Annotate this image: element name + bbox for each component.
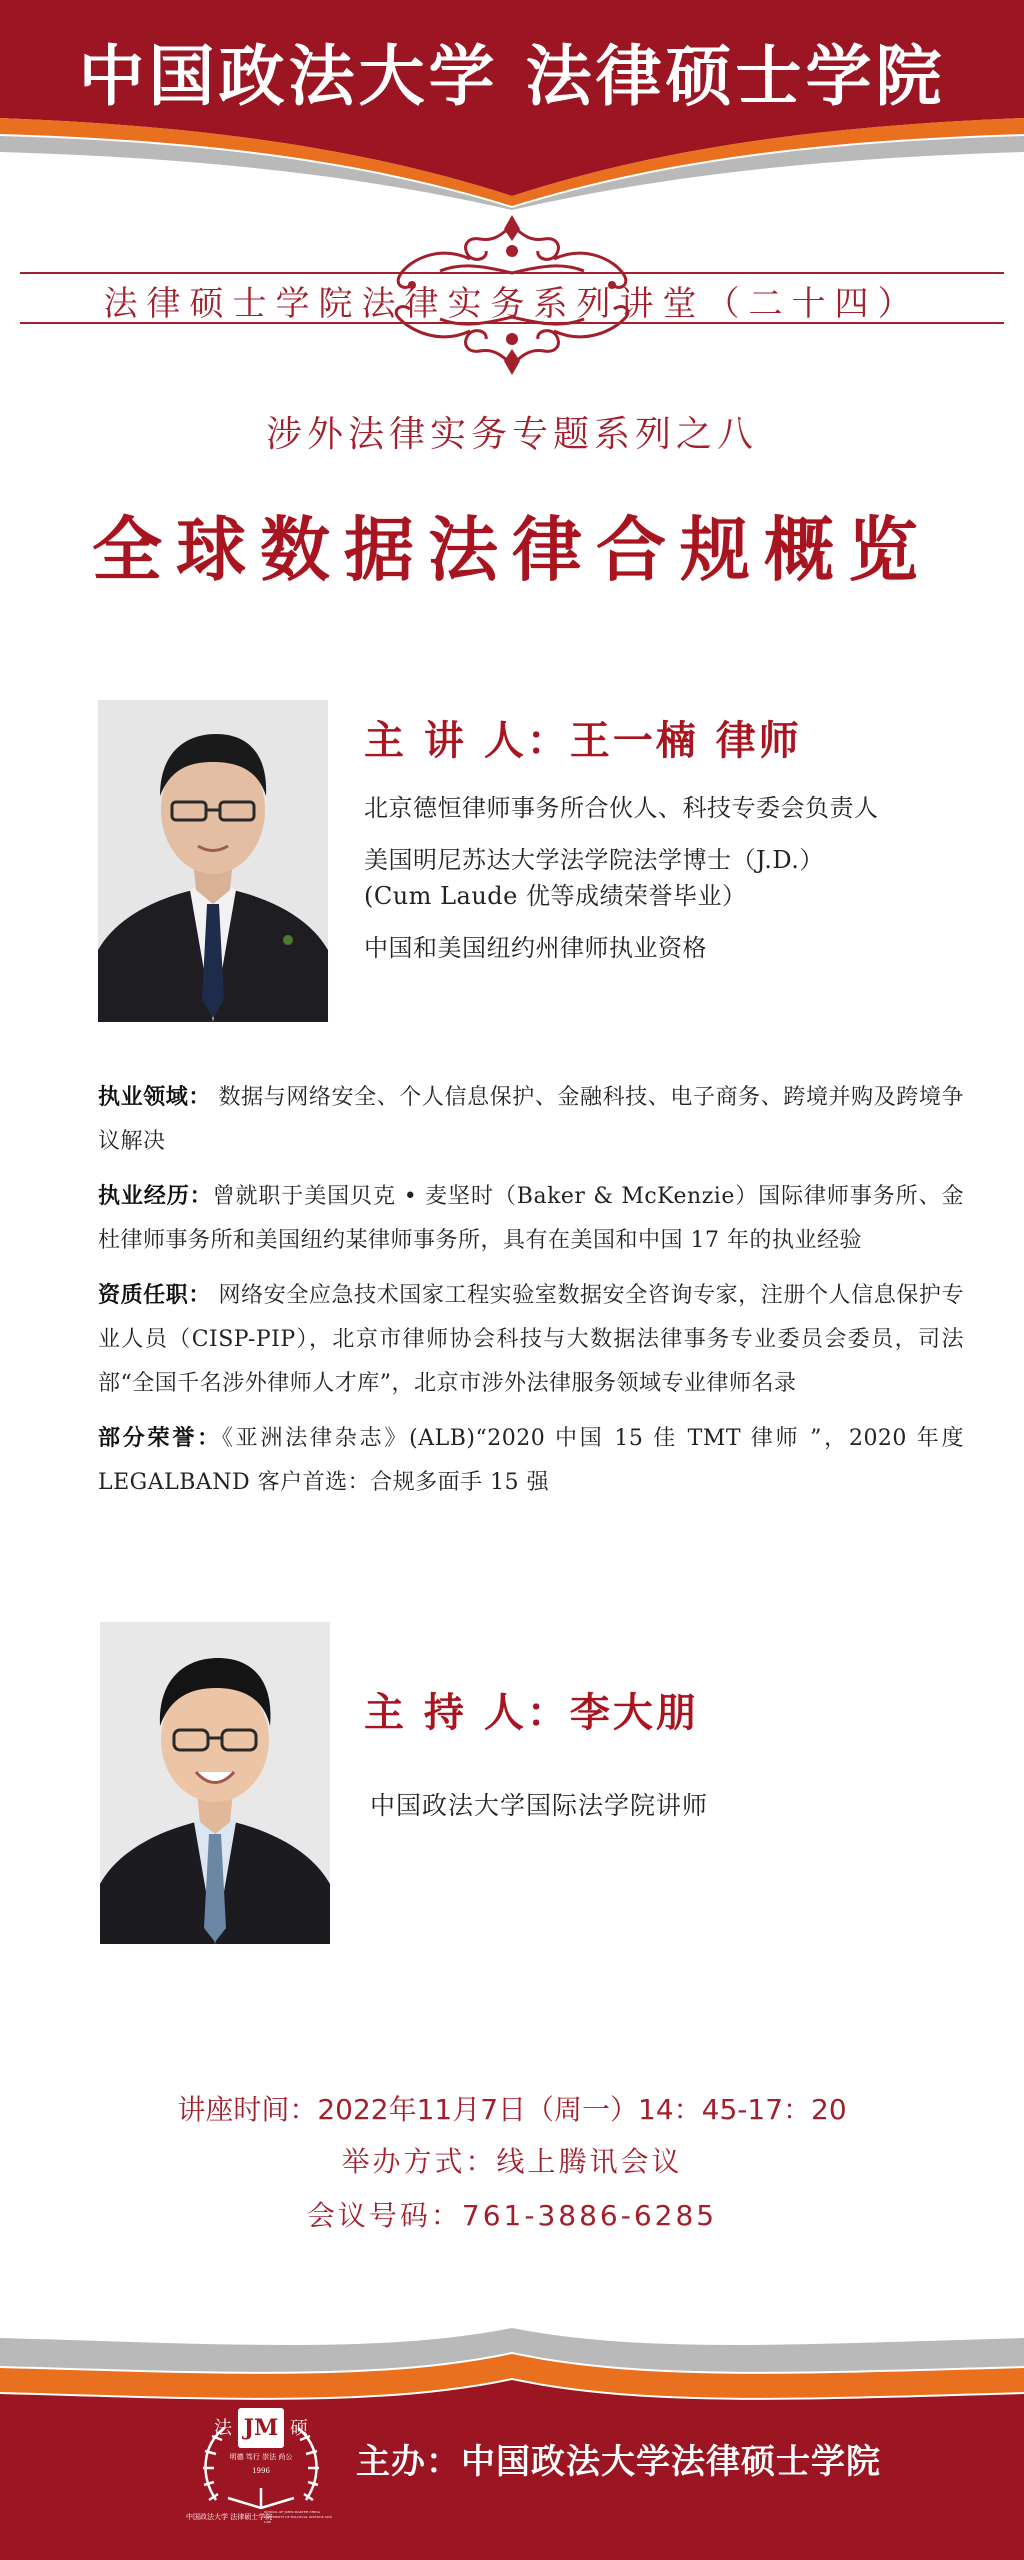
- speaker-credentials: [364, 790, 1004, 966]
- detail-label: 执业经历：: [98, 1183, 213, 1209]
- detail-label: 执业领域：: [98, 1084, 211, 1110]
- logo-year: 1996: [252, 2467, 270, 2475]
- organizer: 主办：中国政法大学法律硕士学院: [356, 2442, 881, 2482]
- logo-char-left: 法: [214, 2418, 232, 2439]
- footer-banner-shape: [0, 2300, 1024, 2560]
- logo-cn-name: 中国政法大学 法律硕士学院: [186, 2513, 273, 2521]
- lecture-method: 举办方式：线上腾讯会议: [341, 2145, 683, 2178]
- logo-mark: JM: [243, 2415, 279, 2441]
- speaker-photo: [98, 700, 328, 1022]
- logo-char-right: 硕: [290, 2418, 308, 2439]
- meeting-id: 会议号码：761-3886-6285: [306, 2199, 718, 2232]
- credential-line: (Cum Laude 优等成绩荣誉毕业）: [364, 882, 747, 910]
- logo-en-name: SCHOOL OF JURIS MASTER CHINA UNIVERSITY OF POLITICAL SCIENCE AND LAW: [264, 2510, 332, 2524]
- header-banner: [0, 0, 1024, 210]
- detail-label: 资质任职：: [98, 1282, 211, 1308]
- credential-line: 美国明尼苏达大学法学院法学博士（J.D.）: [364, 846, 824, 874]
- logo-motto: 明德 笃行 崇法 尚公: [229, 2453, 293, 2461]
- series-subtitle: 涉外法律实务专题系列之八: [265, 414, 758, 455]
- school-logo: [186, 2400, 336, 2540]
- host-description: 中国政法大学国际法学院讲师: [370, 1791, 709, 1820]
- school-title: 中国政法大学 法律硕士学院: [78, 37, 946, 115]
- host-heading: 主 持 人：李大朋: [364, 1690, 699, 1736]
- detail-text: 《亚洲法律杂志》(ALB)“2020 中国 15 佳 TMT 律师 ”，2020 年度 LEGALBAND 客户首选：合规多面手 15 强: [98, 1426, 964, 1495]
- lecture-time: 讲座时间：2022年11月7日（周一）14：45-17：20: [177, 2093, 847, 2126]
- speaker-details: [98, 1075, 964, 1515]
- detail-text: 网络安全应急技术国家工程实验室数据安全咨询专家，注册个人信息保护专业人员（CISP-PIP），北京市律师协会科技与大数据法律事务专业委员会委员，司法部“全国千名涉外律师人才库”，北京市涉外法律服务领域专业律师名录: [98, 1283, 964, 1396]
- detail-text: 曾就职于美国贝克 • 麦坚时（Baker & McKenzie）国际律师事务所、金杜律师事务所和美国纽约某律师事务所，具有在美国和中国 17 年的执业经验: [98, 1184, 964, 1253]
- speaker-heading: 主 讲 人：王一楠 律师: [364, 718, 802, 764]
- host-photo: [100, 1622, 330, 1944]
- series-title: 法律硕士学院法律实务系列讲堂（二十四）: [103, 284, 921, 324]
- detail-label: 部分荣誉：: [98, 1425, 222, 1451]
- detail-qualifications: [98, 1273, 964, 1406]
- detail-experience: [98, 1174, 964, 1263]
- detail-text: 数据与网络安全、个人信息保护、金融科技、电子商务、跨境并购及跨境争议解决: [98, 1085, 964, 1154]
- detail-honors: [98, 1416, 964, 1505]
- credential-line: 中国和美国纽约州律师执业资格: [364, 934, 707, 962]
- lecture-title: 全球数据法律合规概览: [92, 509, 932, 591]
- detail-practice-areas: [98, 1075, 964, 1164]
- credential-line: 北京德恒律师事务所合伙人、科技专委会负责人: [364, 794, 879, 822]
- footer-banner: [0, 2300, 1024, 2560]
